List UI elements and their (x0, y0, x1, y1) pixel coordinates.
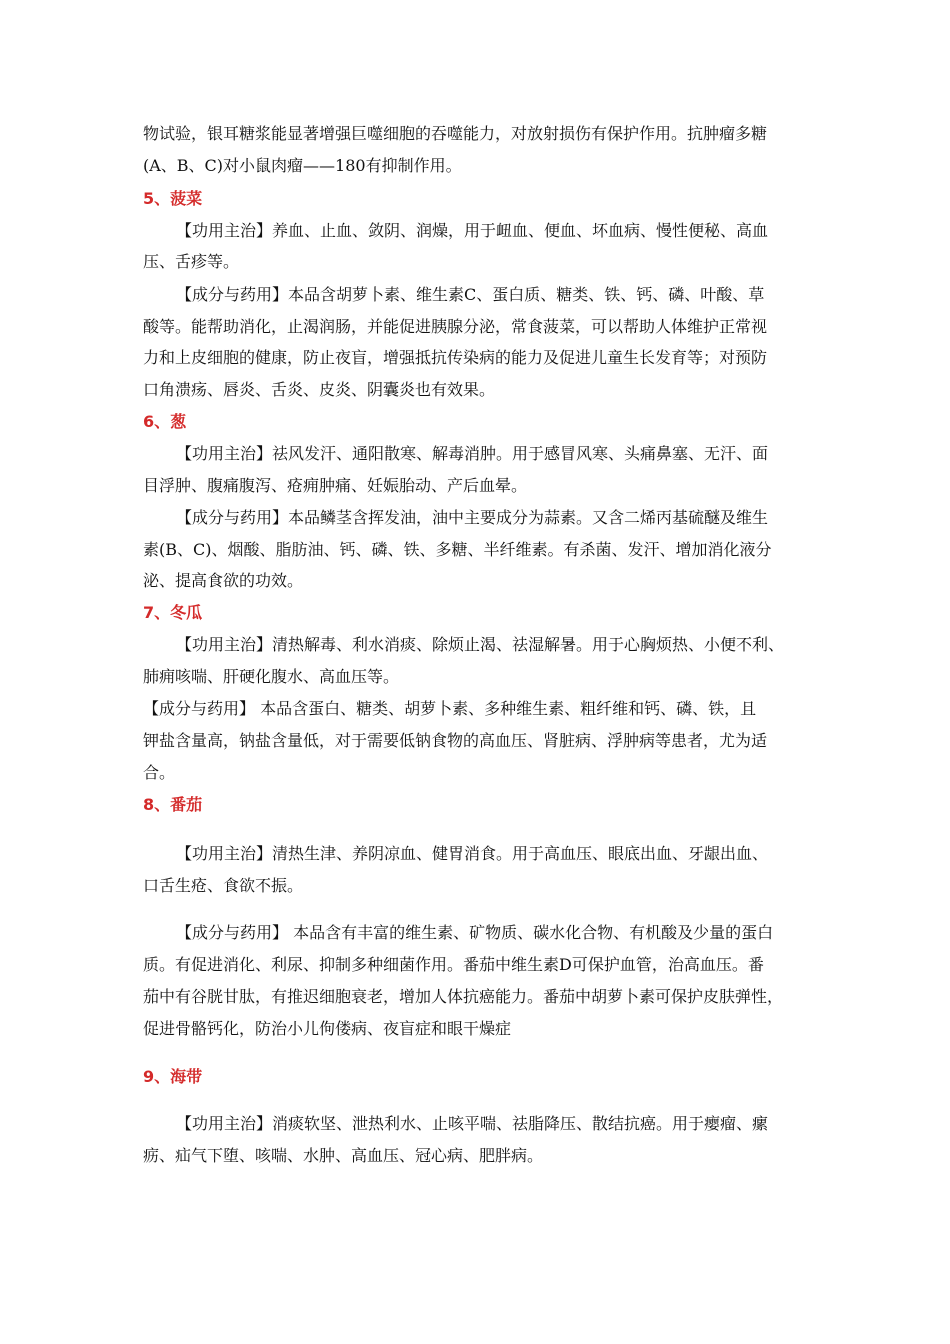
paragraph-line: 【功用主治】清热生津、养阴凉血、健胃消食。用于高血压、眼底出血、牙龈出血、 (176, 844, 769, 863)
paragraph-line: 【功用主治】消痰软坚、泄热利水、止咳平喘、祛脂降压、散结抗癌。用于瘿瘤、瘰 (176, 1114, 769, 1133)
section-heading-tomato: 8、番茄 (143, 795, 203, 814)
section-heading-winter-melon: 7、冬瓜 (143, 603, 203, 622)
paragraph-line: 力和上皮细胞的健康，防止夜盲，增强抵抗传染病的能力及促进儿童生长发育等；对预防 (143, 348, 768, 367)
paragraph-line: 【功用主治】清热解毒、利水消痰、除烦止渴、祛湿解暑。用于心胸烦热、小便不利、 (176, 635, 785, 654)
paragraph-line: 【功用主治】养血、止血、敛阴、润燥，用于衄血、便血、坏血病、慢性便秘、高血 (176, 221, 769, 240)
paragraph-line: 茄中有谷胱甘肽，有推迟细胞衰老，增加人体抗癌能力。番茄中胡萝卜素可保护皮肤弹性， (143, 987, 784, 1006)
paragraph-line: 促进骨骼钙化，防治小儿佝偻病、夜盲症和眼干燥症 (143, 1019, 512, 1038)
paragraph-line: 【成分与药用】本品含胡萝卜素、维生素C、蛋白质、糖类、铁、钙、磷、叶酸、草 (176, 285, 765, 304)
section-heading-spinach: 5、菠菜 (143, 189, 203, 208)
paragraph-line: 钾盐含量高，钠盐含量低，对于需要低钠食物的高血压、肾脏病、浮肿病等患者，尤为适 (143, 731, 768, 750)
paragraph-line: 【功用主治】祛风发汗、通阳散寒、解毒消肿。用于感冒风寒、头痛鼻塞、无汗、面 (176, 444, 769, 463)
paragraph-line: 疬、疝气下堕、咳喘、水肿、高血压、冠心病、肥胖病。 (143, 1146, 544, 1165)
intro-line-1: 物试验，银耳糖浆能显著增强巨噬细胞的吞噬能力，对放射损伤有保护作用。抗肿瘤多糖 (143, 124, 768, 143)
section-heading-kelp: 9、海带 (143, 1067, 203, 1086)
paragraph-line: 素(B、C)、烟酸、脂肪油、钙、磷、铁、多糖、半纤维素。有杀菌、发汗、增加消化液分 (143, 540, 772, 559)
paragraph-line: 目浮肿、腹痛腹泻、疮痈肿痛、妊娠胎动、产后血晕。 (143, 476, 528, 495)
section-heading-scallion: 6、葱 (143, 412, 187, 431)
intro-line-2: (A、B、C)对小鼠肉瘤——180有抑制作用。 (143, 156, 462, 175)
paragraph-line: 质。有促进消化、利尿、抑制多种细菌作用。番茄中维生素D可保护血管，治高血压。番 (143, 955, 764, 974)
paragraph-line: 泌、提高食欲的功效。 (143, 571, 304, 590)
paragraph-line: 压、舌疹等。 (143, 252, 240, 271)
paragraph-line: 口角溃疡、唇炎、舌炎、皮炎、阴囊炎也有效果。 (143, 380, 496, 399)
paragraph-line: 【成分与药用】本品鳞茎含挥发油，油中主要成分为蒜素。又含二烯丙基硫醚及维生 (176, 508, 769, 527)
paragraph-line: 合。 (143, 763, 176, 782)
paragraph-line: 【成分与药用】 本品含有丰富的维生素、矿物质、碳水化合物、有机酸及少量的蛋白 (176, 923, 774, 942)
paragraph-line: 酸等。能帮助消化，止渴润肠，并能促进胰腺分泌，常食菠菜，可以帮助人体维护正常视 (143, 317, 768, 336)
paragraph-line: 口舌生疮、食欲不振。 (143, 876, 304, 895)
paragraph-line: 肺痈咳喘、肝硬化腹水、高血压等。 (143, 667, 400, 686)
paragraph-line: 【成分与药用】 本品含蛋白、糖类、胡萝卜素、多种维生素、粗纤维和钙、磷、铁，且 (143, 699, 757, 718)
